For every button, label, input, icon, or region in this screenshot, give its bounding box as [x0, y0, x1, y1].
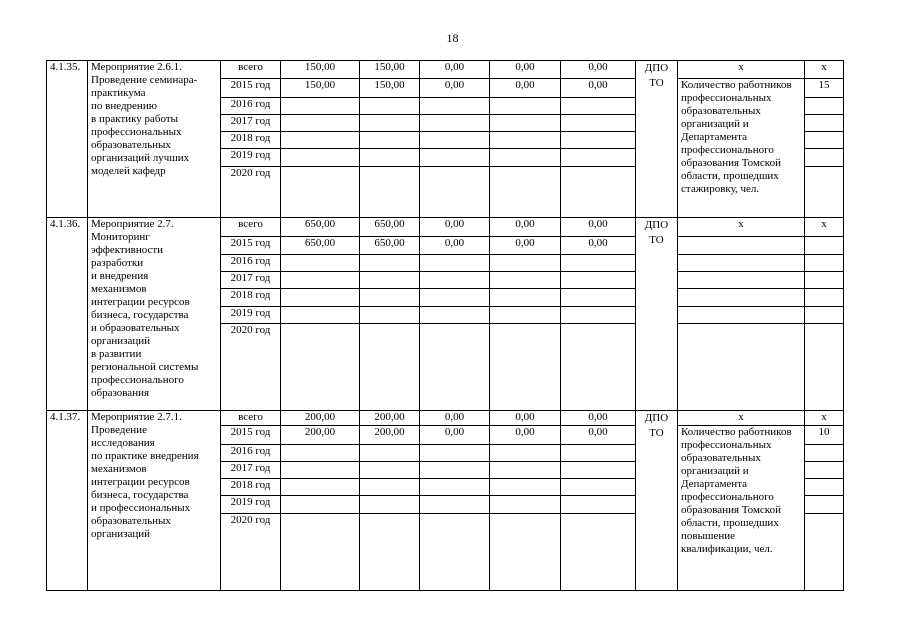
value-cell: 0,00 [420, 61, 490, 79]
value-cell: 0,00 [490, 236, 561, 254]
value-cell: 0,00 [561, 426, 636, 444]
indicator-value [805, 496, 844, 513]
value-cell: 0,00 [420, 236, 490, 254]
year-label: 2017 год [221, 114, 281, 131]
indicator-header: x [678, 218, 805, 236]
indicator-header: x [678, 411, 805, 426]
indicator-value: 15 [805, 79, 844, 97]
value-cell: 200,00 [360, 426, 420, 444]
value-cell: 0,00 [490, 218, 561, 236]
year-label: 2020 год [221, 323, 281, 410]
value-cell: 0,00 [420, 79, 490, 97]
table-row [47, 411, 844, 426]
year-label: 2017 год [221, 461, 281, 478]
indicator-header-value: x [805, 411, 844, 426]
page-number: 18 [446, 31, 459, 45]
indicator-value [805, 444, 844, 461]
indicator-header-value: x [805, 218, 844, 236]
year-label: 2020 год [221, 166, 281, 218]
year-label: 2016 год [221, 254, 281, 271]
value-cell: 0,00 [561, 79, 636, 97]
value-cell: 0,00 [561, 411, 636, 426]
year-label: всего [221, 218, 281, 236]
value-cell: 650,00 [360, 218, 420, 236]
activity-name: Мероприятие 2.7. Мониторинг эффективности разработки и внедрения механизмов интеграции ресурсов бизнеса, государства и образовательных организаций в развитии региональной системы профессионального образования [88, 218, 221, 411]
indicator-value [805, 97, 844, 114]
year-label: 2015 год [221, 426, 281, 444]
value-cell: 650,00 [281, 218, 360, 236]
value-cell: 150,00 [281, 61, 360, 79]
indicator-name: Количество работников профессиональных образовательных организаций и Департамента профессионального образования Томской области, прошедших повышение квалификации, чел. [678, 426, 805, 591]
activity-name: Мероприятие 2.7.1. Проведение исследования по практике внедрения механизмов интеграции ресурсов бизнеса, государства и профессиональных образовательных организаций [88, 411, 221, 591]
year-label: 2020 год [221, 513, 281, 590]
row-number: 4.1.36. [47, 218, 88, 411]
value-cell: 0,00 [490, 79, 561, 97]
value-cell: 150,00 [360, 61, 420, 79]
year-label: 2016 год [221, 97, 281, 114]
indicator-header: x [678, 61, 805, 79]
year-label: 2019 год [221, 306, 281, 323]
value-cell: 0,00 [420, 426, 490, 444]
year-label: 2015 год [221, 79, 281, 97]
table-row [47, 61, 844, 79]
indicator-value [805, 114, 844, 131]
value-cell: 200,00 [281, 426, 360, 444]
executor: ДПО ТО [636, 61, 678, 218]
year-label: 2019 год [221, 149, 281, 166]
value-cell: 0,00 [420, 218, 490, 236]
program-table [46, 60, 844, 591]
indicator-value [805, 166, 844, 218]
value-cell: 0,00 [490, 61, 561, 79]
value-cell: 0,00 [561, 218, 636, 236]
value-cell: 200,00 [281, 411, 360, 426]
indicator-header-value: x [805, 61, 844, 79]
activity-name: Мероприятие 2.6.1. Проведение семинара- практикума по внедрению в практику работы профессиональных образовательных организаций лучших моделей кафедр [88, 61, 221, 218]
value-cell: 0,00 [420, 411, 490, 426]
value-cell: 150,00 [281, 79, 360, 97]
value-cell: 0,00 [561, 61, 636, 79]
year-label: 2017 год [221, 272, 281, 289]
indicator-value [805, 132, 844, 149]
row-number: 4.1.37. [47, 411, 88, 591]
executor: ДПО ТО [636, 218, 678, 411]
value-cell: 650,00 [360, 236, 420, 254]
year-label: всего [221, 411, 281, 426]
value-cell: 0,00 [490, 411, 561, 426]
indicator-value [805, 479, 844, 496]
value-cell: 200,00 [360, 411, 420, 426]
value-cell: 150,00 [360, 79, 420, 97]
value-cell: 650,00 [281, 236, 360, 254]
year-label: 2018 год [221, 132, 281, 149]
indicator-value [805, 513, 844, 590]
indicator-value [805, 461, 844, 478]
year-label: 2015 год [221, 236, 281, 254]
value-cell: 0,00 [561, 236, 636, 254]
row-number: 4.1.35. [47, 61, 88, 218]
executor: ДПО ТО [636, 411, 678, 591]
indicator-name: Количество работников профессиональных образовательных организаций и Департамента профессионального образования Томской области, прошедших стажировку, чел. [678, 79, 805, 218]
indicator-value [805, 149, 844, 166]
year-label: 2018 год [221, 479, 281, 496]
value-cell: 0,00 [490, 426, 561, 444]
table-row [47, 218, 844, 236]
year-label: 2018 год [221, 289, 281, 306]
indicator-value: 10 [805, 426, 844, 444]
year-label: 2019 год [221, 496, 281, 513]
year-label: 2016 год [221, 444, 281, 461]
year-label: всего [221, 61, 281, 79]
